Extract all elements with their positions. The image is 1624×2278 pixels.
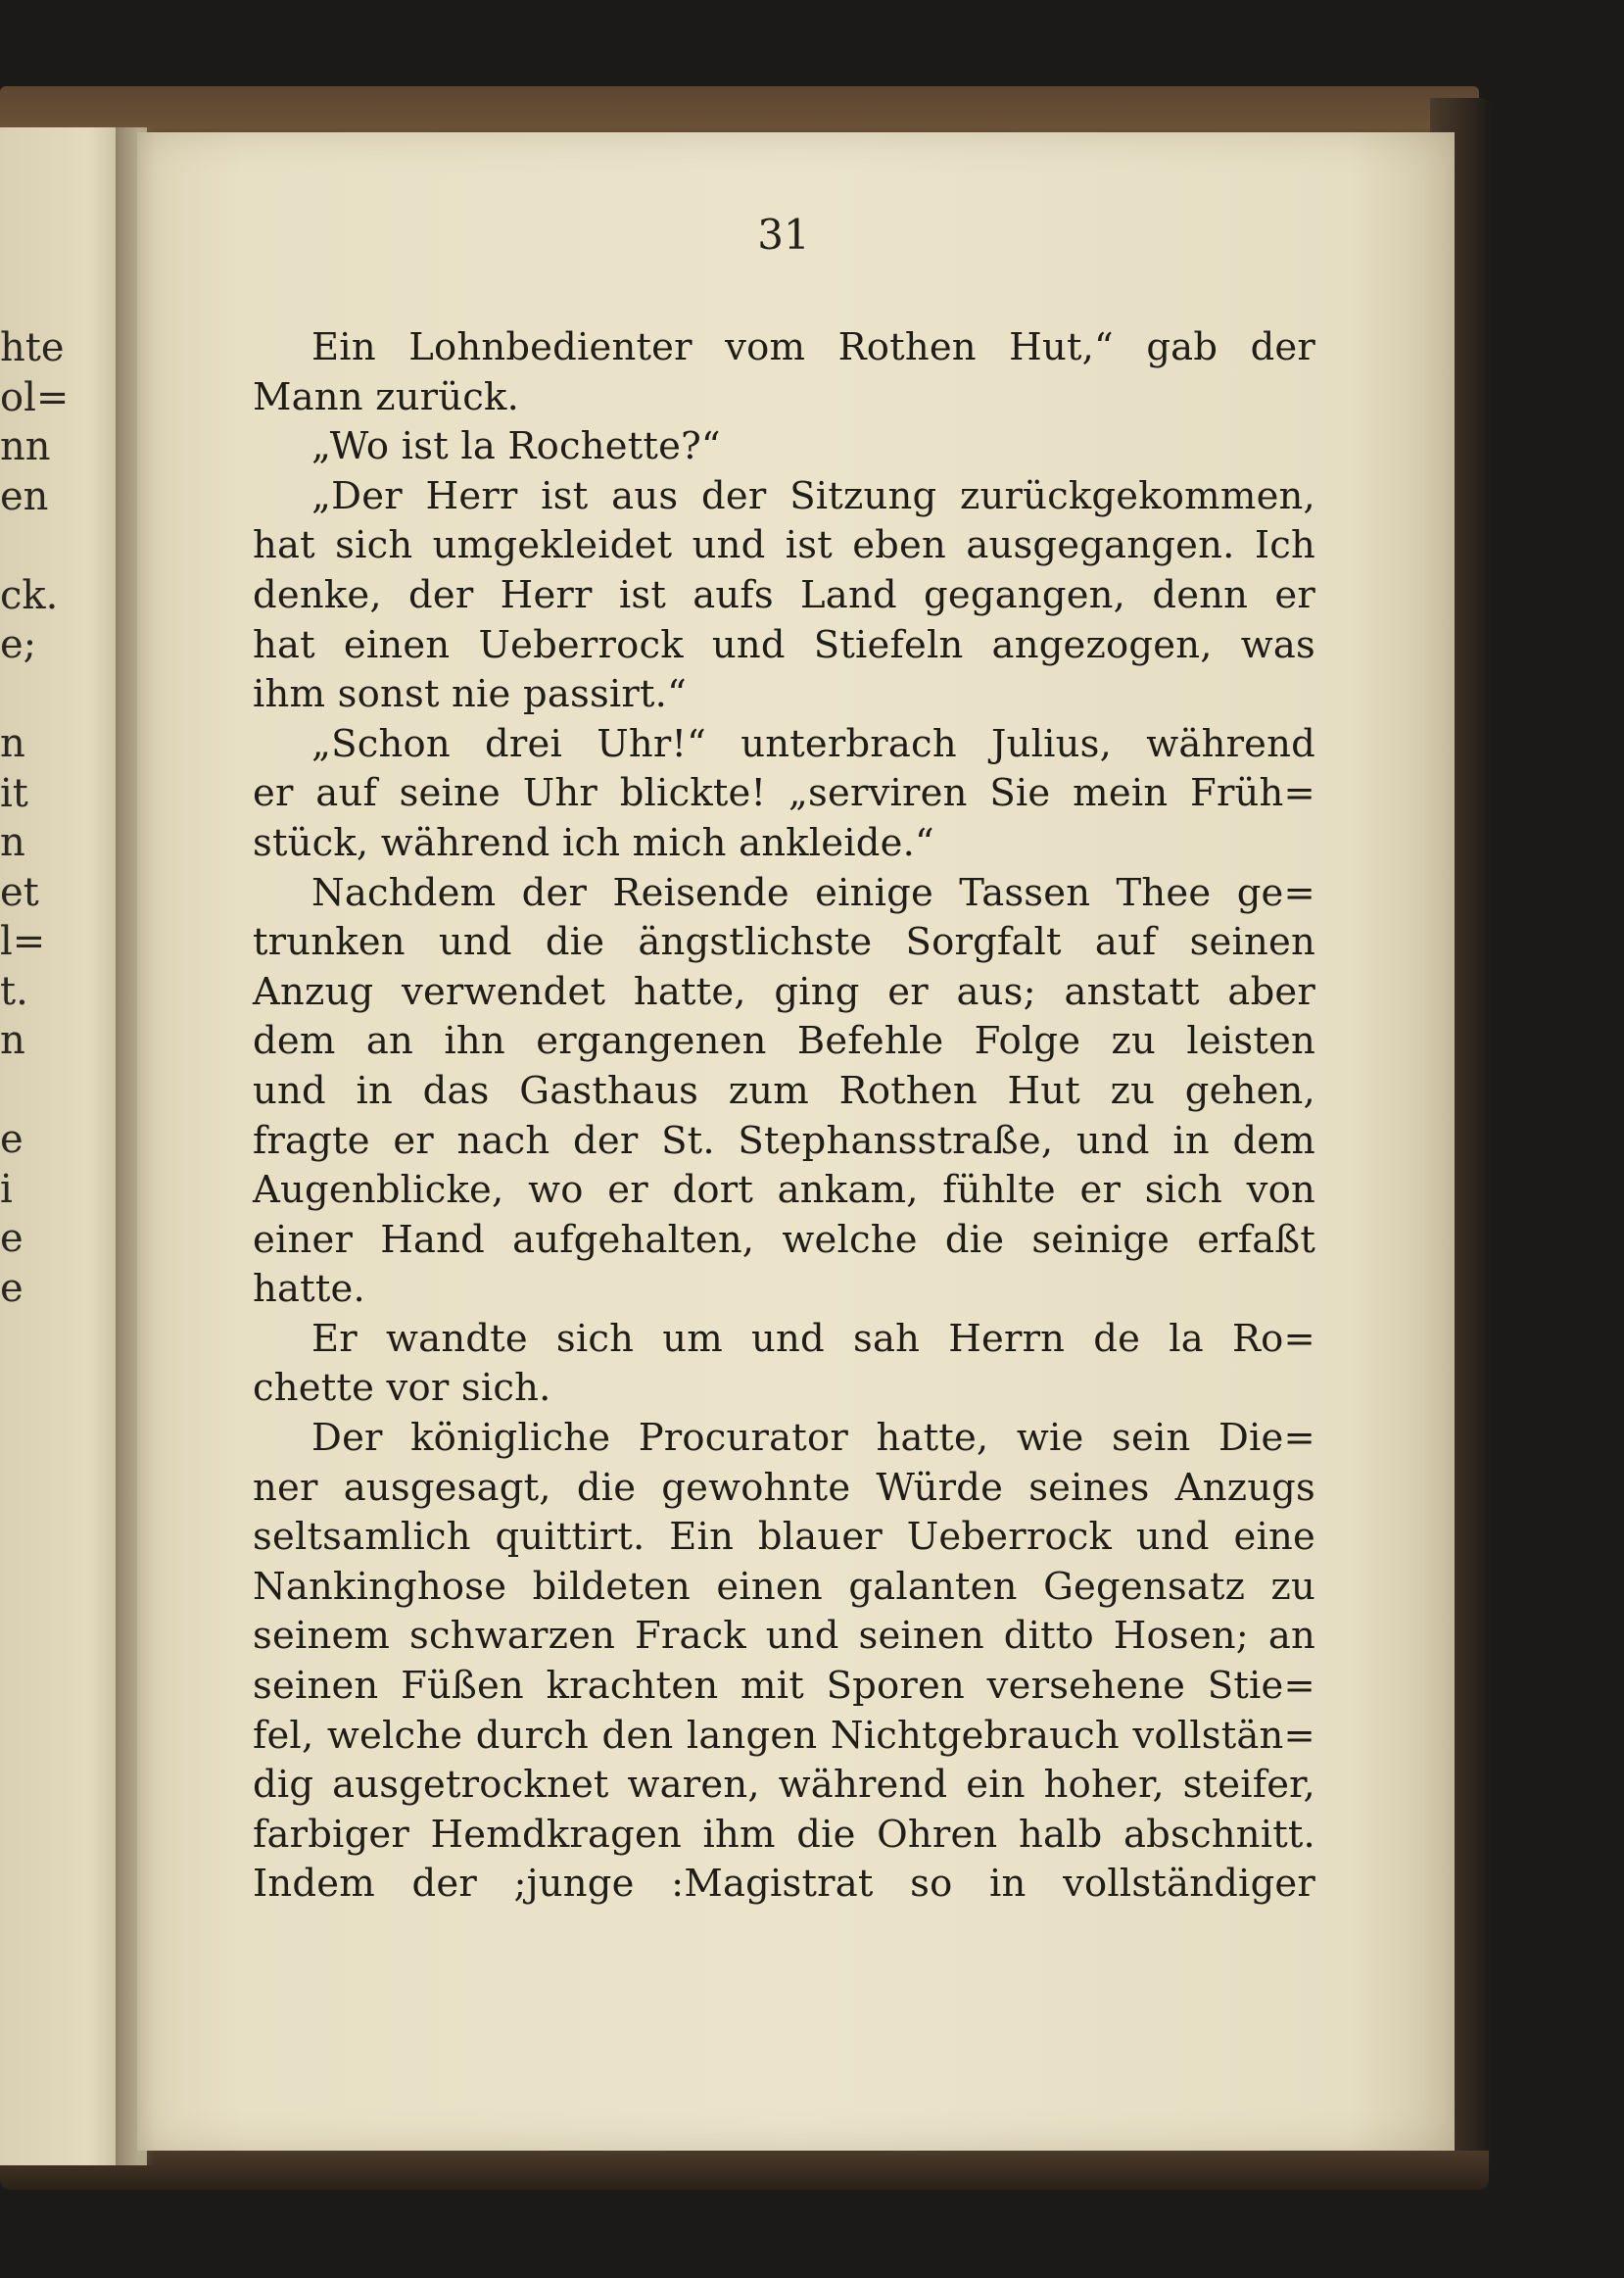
text-line: Anzug verwendet hatte, ging er aus; anstatt aber bbox=[253, 969, 1315, 1014]
left-page-fragment: ol= bbox=[0, 374, 70, 420]
text-line: Ein Lohnbedienter vom Rothen Hut,“ gab der bbox=[311, 325, 1315, 369]
left-page-fragment: e bbox=[0, 1265, 24, 1311]
text-line: chette vor sich. bbox=[253, 1366, 551, 1411]
left-page-fragment: e bbox=[0, 1117, 24, 1162]
text-line: hat einen Ueberrock und Stiefeln angezogen, was bbox=[253, 622, 1315, 667]
text-line: farbiger Hemdkragen ihm die Ohren halb abschnitt. bbox=[253, 1812, 1315, 1857]
text-line: fragte er nach der St. Stephansstraße, und in dem bbox=[253, 1118, 1315, 1163]
text-line: denke, der Herr ist aufs Land gegangen, denn er bbox=[253, 572, 1315, 617]
text-line: „Wo ist la Rochette?“ bbox=[311, 424, 721, 469]
left-page-fragment: nn bbox=[0, 424, 51, 469]
left-page-fragment bbox=[0, 670, 69, 720]
text-line: seinen Füßen krachten mit Sporen versehene Stie= bbox=[253, 1664, 1315, 1709]
left-page-fragment: hte bbox=[0, 325, 65, 370]
text-line: Nachdem der Reisende einige Tassen Thee ge= bbox=[311, 870, 1315, 915]
left-page-fragment: et bbox=[0, 869, 39, 915]
text-line: Indem der ;junge :Magistrat so in vollständiger bbox=[253, 1862, 1315, 1907]
left-page-fragment: n bbox=[0, 820, 25, 865]
left-page-fragment: t. bbox=[0, 968, 28, 1014]
text-line: fel, welche durch den langen Nichtgebrauch vollstän= bbox=[253, 1713, 1315, 1758]
left-page-fragment bbox=[0, 1066, 69, 1116]
text-line: er auf seine Uhr blickte! „serviren Sie mein Früh= bbox=[253, 771, 1315, 816]
text-line: stück, während ich mich ankleide.“ bbox=[253, 820, 934, 865]
page-body-text bbox=[253, 323, 1315, 1910]
text-line: Mann zurück. bbox=[253, 374, 520, 419]
text-line: Nankinghose bildeten einen galanten Gegensatz zu bbox=[253, 1564, 1315, 1609]
book-gutter bbox=[116, 127, 155, 2165]
left-page-fragment: e bbox=[0, 1216, 24, 1261]
text-line: „Der Herr ist aus der Sitzung zurückgekommen, bbox=[311, 473, 1315, 518]
book-cover-bottom bbox=[0, 2151, 1489, 2190]
text-line: Augenblicke, wo er dort ankam, fühlte er sich von bbox=[253, 1168, 1315, 1213]
left-page-fragment: l= bbox=[0, 919, 46, 964]
left-page-fragment: en bbox=[0, 473, 49, 519]
text-line: Er wandte sich um und sah Herrn de la Ro= bbox=[311, 1316, 1315, 1361]
left-page-fragment: n bbox=[0, 1018, 25, 1063]
text-line: einer Hand aufgehalten, welche die seinige erfaßt bbox=[253, 1217, 1315, 1262]
text-line: seinem schwarzen Frack und seinen ditto Hosen; an bbox=[253, 1614, 1315, 1659]
text-line: „Schon drei Uhr!“ unterbrach Julius, während bbox=[311, 721, 1315, 766]
text-line: hatte. bbox=[253, 1267, 365, 1312]
text-line: und in das Gasthaus zum Rothen Hut zu gehen, bbox=[253, 1068, 1315, 1113]
text-line: seltsamlich quittirt. Ein blauer Ueberrock und eine bbox=[253, 1515, 1315, 1560]
text-line: ihm sonst nie passirt.“ bbox=[253, 672, 688, 717]
left-page-text-fragments bbox=[0, 323, 69, 1313]
text-line: trunken und die ängstlichste Sorgfalt auf seinen bbox=[253, 920, 1315, 965]
text-line: Der königliche Procurator hatte, wie sein Die= bbox=[311, 1416, 1315, 1461]
text-line: dig ausgetrocknet waren, während ein hoher, steifer, bbox=[253, 1763, 1315, 1808]
left-page-fragment: it bbox=[0, 770, 28, 816]
left-page-fragment: n bbox=[0, 721, 25, 766]
left-page-fragment: i bbox=[0, 1166, 13, 1212]
left-page-fragment: ck. bbox=[0, 572, 59, 618]
text-line: dem an ihn ergangenen Befehle Folge zu leisten bbox=[253, 1019, 1315, 1064]
left-page-fragment bbox=[0, 521, 69, 571]
page-number: 31 bbox=[757, 211, 810, 259]
text-line: hat sich umgekleidet und ist eben ausgegangen. Ich bbox=[253, 523, 1315, 568]
left-page-fragment: e; bbox=[0, 622, 37, 667]
text-line: ner ausgesagt, die gewohnte Würde seines Anzugs bbox=[253, 1465, 1315, 1510]
